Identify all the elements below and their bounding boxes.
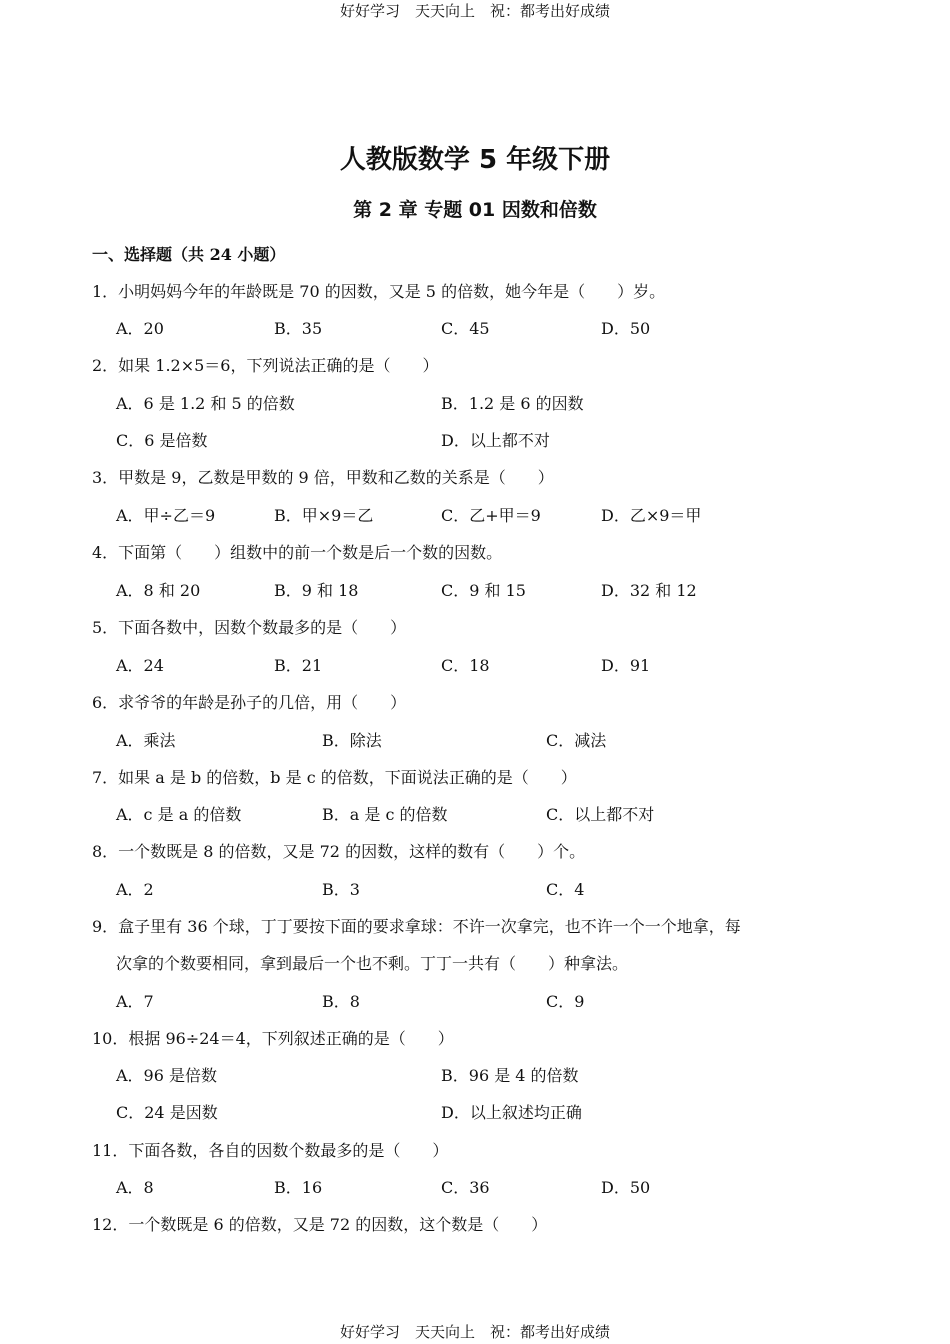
option-a: A．乘法 xyxy=(116,731,176,750)
question-12: 12．一个数既是 6 的倍数，又是 72 的因数，这个数是（ ） xyxy=(92,1215,548,1234)
option-c: C．减法 xyxy=(546,731,607,750)
option-c: C．36 xyxy=(441,1178,490,1197)
question-9-line1: 9．盒子里有 36 个球，丁丁要按下面的要求拿球：不许一次拿完，也不许一个一个地拿，每 xyxy=(92,917,741,936)
option-d: D．以上叙述均正确 xyxy=(441,1103,582,1122)
page-header: 好好学习 天天向上 祝：都考出好成绩 xyxy=(339,2,610,20)
option-d: D．91 xyxy=(601,656,651,675)
option-a: A．7 xyxy=(116,992,154,1011)
question-11-options xyxy=(116,1173,876,1203)
option-a: A．8 xyxy=(116,1178,154,1197)
option-b: B．a 是 c 的倍数 xyxy=(322,805,448,824)
option-b: B．3 xyxy=(322,880,360,899)
option-b: B．8 xyxy=(322,992,360,1011)
option-b: B．16 xyxy=(274,1178,323,1197)
question-1: 1．小明妈妈今年的年龄既是 70 的因数，又是 5 的倍数，她今年是（ ）岁。 xyxy=(92,282,666,301)
question-6: 6．求爷爷的年龄是孙子的几倍，用（ ） xyxy=(92,693,407,712)
document-subtitle: 第 2 章 专题 01 因数和倍数 xyxy=(353,199,597,221)
option-a: A．2 xyxy=(116,880,154,899)
option-b: B．1.2 是 6 的因数 xyxy=(441,394,584,413)
question-7: 7．如果 a 是 b 的倍数，b 是 c 的倍数，下面说法正确的是（ ） xyxy=(92,768,577,787)
option-c: C．4 xyxy=(546,880,585,899)
option-a: A．6 是 1.2 和 5 的倍数 xyxy=(116,394,295,413)
option-c: C．以上都不对 xyxy=(546,805,655,824)
option-a: A．c 是 a 的倍数 xyxy=(116,805,242,824)
question-10-options-row2 xyxy=(116,1098,876,1128)
question-2-options-row1 xyxy=(116,389,876,419)
option-b: B．35 xyxy=(274,319,323,338)
question-8-options xyxy=(116,875,876,905)
option-c: C．乙+甲＝9 xyxy=(441,506,541,525)
option-d: D．乙×9＝甲 xyxy=(601,506,702,525)
option-a: A．甲÷乙＝9 xyxy=(116,506,216,525)
question-5-options xyxy=(116,651,876,681)
option-a: A．8 和 20 xyxy=(116,581,201,600)
question-4: 4．下面第（ ）组数中的前一个数是后一个数的因数。 xyxy=(92,543,503,562)
option-c: C．18 xyxy=(441,656,490,675)
question-2-options-row2 xyxy=(116,426,876,456)
option-a: A．24 xyxy=(116,656,164,675)
question-10: 10．根据 96÷24＝4，下列叙述正确的是（ ） xyxy=(92,1029,454,1048)
option-d: D．50 xyxy=(601,319,651,338)
question-1-options xyxy=(116,314,876,344)
option-c: C．24 是因数 xyxy=(116,1103,218,1122)
option-c: C．9 xyxy=(546,992,585,1011)
question-2: 2．如果 1.2×5＝6，下列说法正确的是（ ） xyxy=(92,356,439,375)
option-b: B．甲×9＝乙 xyxy=(274,506,374,525)
option-c: C．9 和 15 xyxy=(441,581,526,600)
question-9-options xyxy=(116,987,876,1017)
option-c: C．6 是倍数 xyxy=(116,431,208,450)
option-b: B．除法 xyxy=(322,731,382,750)
question-8: 8．一个数既是 8 的倍数，又是 72 的因数，这样的数有（ ）个。 xyxy=(92,842,586,861)
option-b: B．96 是 4 的倍数 xyxy=(441,1066,579,1085)
option-a: A．96 是倍数 xyxy=(116,1066,218,1085)
question-10-options-row1 xyxy=(116,1061,876,1091)
option-d: D．以上都不对 xyxy=(441,431,550,450)
question-6-options xyxy=(116,726,876,756)
page-footer: 好好学习 天天向上 祝：都考出好成绩 xyxy=(339,1323,610,1341)
option-d: D．32 和 12 xyxy=(601,581,697,600)
section-heading: 一、选择题（共 24 小题） xyxy=(92,245,286,264)
option-b: B．21 xyxy=(274,656,323,675)
option-d: D．50 xyxy=(601,1178,651,1197)
question-7-options xyxy=(116,800,876,830)
option-c: C．45 xyxy=(441,319,490,338)
question-5: 5．下面各数中，因数个数最多的是（ ） xyxy=(92,618,407,637)
document-title: 人教版数学 5 年级下册 xyxy=(339,145,611,175)
question-3: 3．甲数是 9，乙数是甲数的 9 倍，甲数和乙数的关系是（ ） xyxy=(92,468,554,487)
question-3-options xyxy=(116,501,876,531)
question-9-line2: 次拿的个数要相同，拿到最后一个也不剩。丁丁一共有（ ）种拿法。 xyxy=(116,954,629,973)
option-a: A．20 xyxy=(116,319,164,338)
question-11: 11．下面各数，各自的因数个数最多的是（ ） xyxy=(92,1141,449,1160)
question-4-options xyxy=(116,576,876,606)
option-b: B．9 和 18 xyxy=(274,581,359,600)
